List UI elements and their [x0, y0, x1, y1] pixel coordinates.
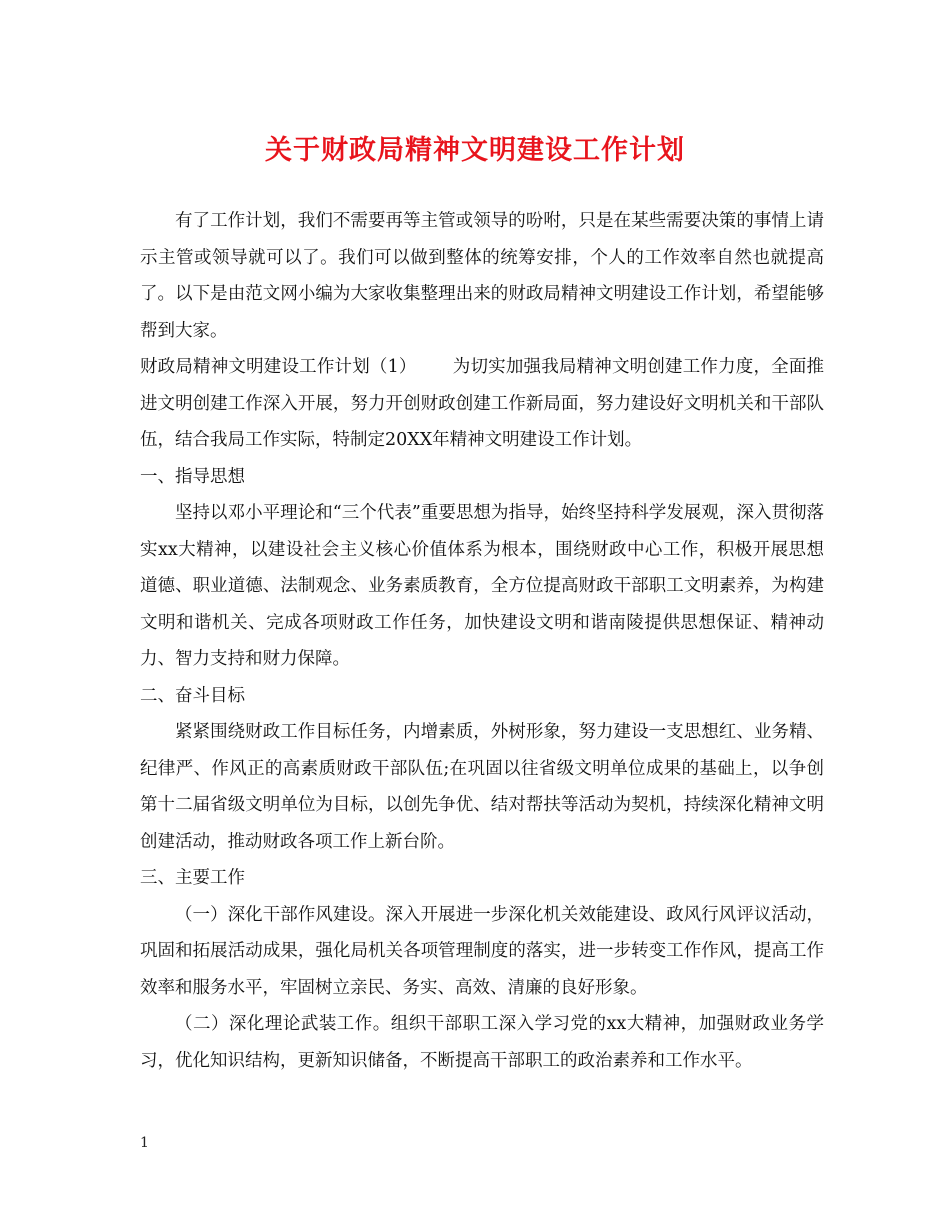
section-body-goals: 紧紧围绕财政工作目标任务，内增素质，外树形象，努力建设一支思想红、业务精、纪律严、作风正的高素质财政干部队伍;在巩固以往省级文明单位成果的基础上，以争创第十二届省级文明单位为目标，以创先争优、结对帮扶等活动为契机，持续深化精神文明创建活动，推动财政各项工作上新台阶。 — [140, 722, 824, 852]
section-heading-guiding-ideology: 一、指导思想 — [140, 466, 245, 487]
plan-intro: 为切实加强我局精神文明创建工作力度，全面推进文明创建工作深入开展，努力开创财政创建工作新局面，努力建设好文明机关和干部队伍，结合我局工作实际，特制定20XX年精神文明建设工作计划。 — [140, 357, 825, 450]
document-title: 关于财政局精神文明建设工作计划 — [265, 135, 685, 166]
section-body-guiding-ideology: 坚持以邓小平理论和“三个代表”重要思想为指导，始终坚持科学发展观，深入贯彻落实xx大精神，以建设社会主义核心价值体系为根本，围绕财政中心工作，积极开展思想道德、职业道德、法制观念、业务素质教育，全方位提高财政干部职工文明素养，为构建文明和谐机关、完成各项财政工作任务，加快建设文明和谐南陵提供思想保证、精神动力、智力支持和财力保障。 — [140, 503, 824, 669]
document-body — [140, 203, 824, 1079]
page-number: 1 — [140, 1135, 149, 1151]
work-item-theory-study: （二）深化理论武装工作。组织干部职工深入学习党的xx大精神，加强财政业务学习，优化知识结构，更新知识储备，不断提高干部职工的政治素养和工作水平。 — [140, 1014, 824, 1071]
plan-paragraph — [140, 349, 824, 459]
intro-paragraph: 有了工作计划，我们不需要再等主管或领导的吩咐，只是在某些需要决策的事情上请示主管或领导就可以了。我们可以做到整体的统筹安排，个人的工作效率自然也就提高了。以下是由范文网小编为大家收集整理出来的财政局精神文明建设工作计划，希望能够帮到大家。 — [140, 211, 824, 341]
plan-heading: 财政局精神文明建设工作计划（1） — [140, 357, 417, 377]
section-heading-main-work: 三、主要工作 — [140, 868, 245, 888]
section-heading-goals: 二、奋斗目标 — [140, 685, 245, 706]
work-item-style-building: （一）深化干部作风建设。深入开展进一步深化机关效能建设、政风行风评议活动，巩固和拓展活动成果，强化局机关各项管理制度的落实，进一步转变工作作风，提高工作效率和服务水平，牢固树立亲民、务实、高效、清廉的良好形象。 — [140, 904, 824, 998]
